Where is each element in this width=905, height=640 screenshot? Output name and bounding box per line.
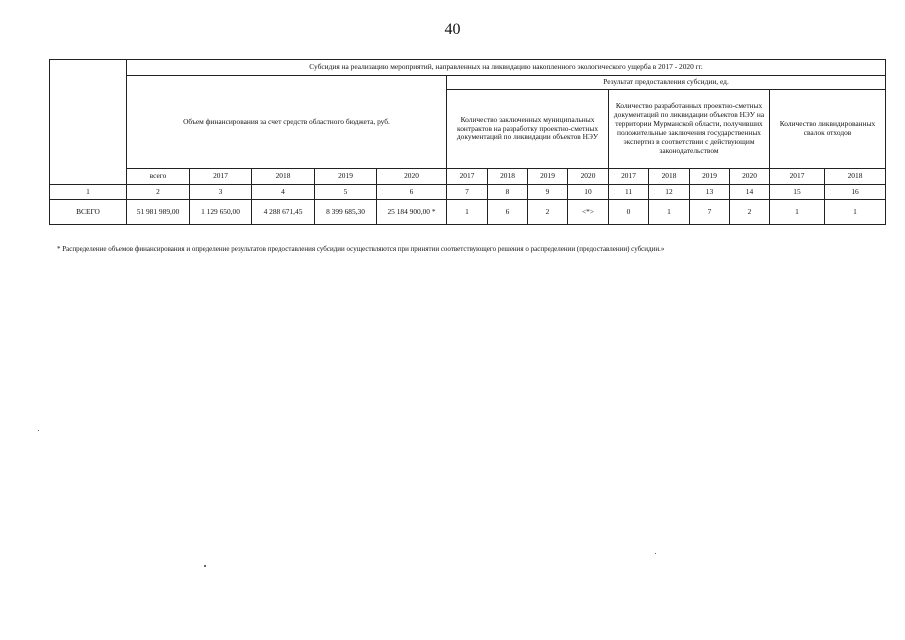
table-row-total bbox=[50, 200, 886, 225]
column-number-cell: 15 bbox=[770, 185, 825, 200]
total-value-cell: 7 bbox=[690, 200, 730, 225]
scan-speck bbox=[204, 565, 206, 567]
scan-speck bbox=[655, 553, 656, 554]
year-header-cell: 2019 bbox=[315, 169, 377, 185]
year-header-cell: 2018 bbox=[649, 169, 690, 185]
column-number-cell: 7 bbox=[447, 185, 488, 200]
column-number-cell: 13 bbox=[690, 185, 730, 200]
subsidy-table bbox=[49, 59, 886, 225]
total-value-cell: 1 129 650,00 bbox=[190, 200, 252, 225]
total-value-cell: <*> bbox=[568, 200, 609, 225]
row-label-header-cell bbox=[50, 60, 127, 185]
result-header: Результат предоставления субсидии, ед. bbox=[447, 76, 886, 90]
total-value-cell: 0 bbox=[609, 200, 649, 225]
column-number-cell: 10 bbox=[568, 185, 609, 200]
total-value-cell: 1 bbox=[447, 200, 488, 225]
total-value-cell: 1 bbox=[825, 200, 886, 225]
year-header-cell: 2017 bbox=[609, 169, 649, 185]
column-number-cell: 3 bbox=[190, 185, 252, 200]
total-value-cell: 1 bbox=[649, 200, 690, 225]
column-number-cell: 6 bbox=[377, 185, 447, 200]
year-header-cell: 2019 bbox=[690, 169, 730, 185]
total-value-cell: 25 184 900,00 * bbox=[377, 200, 447, 225]
total-value-cell: 2 bbox=[528, 200, 568, 225]
table-title: Субсидия на реализацию мероприятий, направленных на ликвидацию накопленного экологического ущерба в 2017 - 2020 гг. bbox=[127, 60, 886, 76]
year-header-cell: 2020 bbox=[568, 169, 609, 185]
column-number-cell: 11 bbox=[609, 185, 649, 200]
column-number-cell: 12 bbox=[649, 185, 690, 200]
column-number-cell: 8 bbox=[488, 185, 528, 200]
year-header-cell: 2020 bbox=[730, 169, 770, 185]
dumps-header: Количество ликвидированных свалок отходов bbox=[770, 90, 886, 169]
footnote: * Распределение объемов финансирования и определение результатов предоставления субсидии осуществляются при принятии соответствующего решения о распределении (предоставлении) субсидии.» bbox=[57, 245, 665, 253]
column-number-cell: 16 bbox=[825, 185, 886, 200]
year-header-cell: 2019 bbox=[528, 169, 568, 185]
year-header-cell: 2018 bbox=[488, 169, 528, 185]
year-header-cell: 2018 bbox=[252, 169, 315, 185]
year-header-cell: всего bbox=[127, 169, 190, 185]
year-header-cell: 2018 bbox=[825, 169, 886, 185]
column-number-cell: 2 bbox=[127, 185, 190, 200]
year-header-cell: 2017 bbox=[447, 169, 488, 185]
column-number-cell: 4 bbox=[252, 185, 315, 200]
column-number-cell: 5 bbox=[315, 185, 377, 200]
page-number: 40 bbox=[444, 21, 461, 38]
column-number-cell: 1 bbox=[50, 185, 127, 200]
total-value-cell: 2 bbox=[730, 200, 770, 225]
total-value-cell: 6 bbox=[488, 200, 528, 225]
scan-speck bbox=[38, 430, 39, 431]
total-value-cell: 8 399 685,30 bbox=[315, 200, 377, 225]
total-value-cell: 51 981 989,00 bbox=[127, 200, 190, 225]
contracts-header: Количество заключенных муниципальных контрактов на разработку проектно-сметных документаций по ликвидации объектов НЭУ bbox=[447, 90, 609, 169]
total-value-cell: 4 288 671,45 bbox=[252, 200, 315, 225]
docs-header: Количество разработанных проектно-сметных документаций по ликвидации объектов НЭУ на территории Мурманской области, получивших положительные заключения государственных экспертиз в соответствии с действующим законодательством bbox=[609, 90, 770, 169]
column-number-cell: 14 bbox=[730, 185, 770, 200]
total-value-cell: 1 bbox=[770, 200, 825, 225]
financing-header: Объем финансирования за счет средств областного бюджета, руб. bbox=[127, 76, 447, 169]
column-number-cell: 9 bbox=[528, 185, 568, 200]
year-header-cell: 2020 bbox=[377, 169, 447, 185]
year-header-cell: 2017 bbox=[190, 169, 252, 185]
total-row-label: ВСЕГО bbox=[50, 200, 127, 225]
year-header-cell: 2017 bbox=[770, 169, 825, 185]
